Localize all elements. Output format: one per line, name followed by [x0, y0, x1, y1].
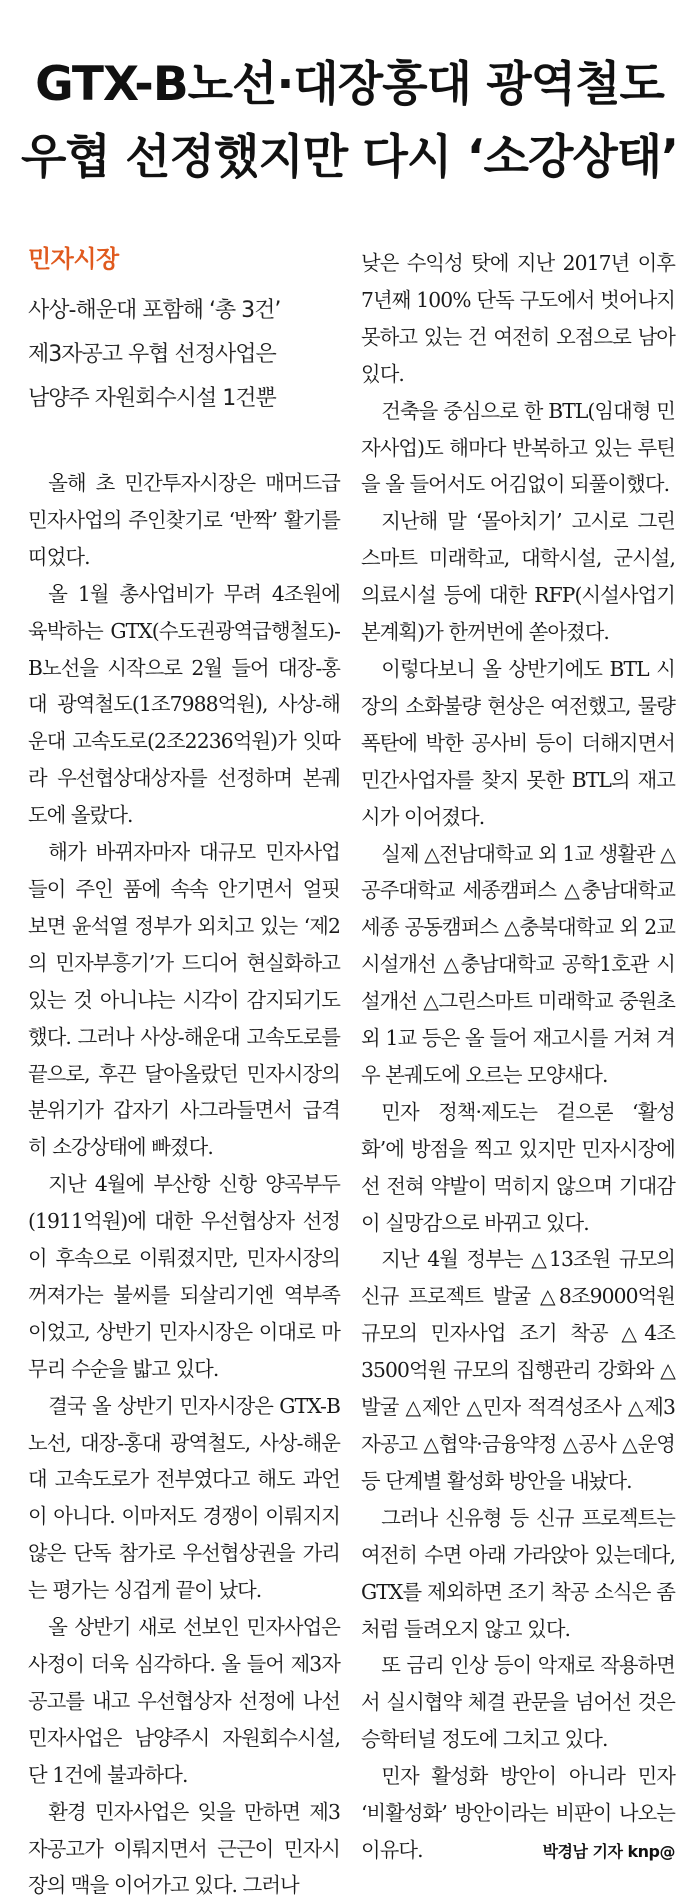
headline [0, 48, 699, 194]
body-paragraph: 지난 4월에 부산항 신항 양곡부두(1911억원)에 대한 우선협상자 선정이 후속으로 이뤄졌지만, 민자시장의 꺼져가는 불씨를 되살리기엔 역부족이었고, 상반기 민자시장은 이대로 마무리 수순을 밟고 있다. [28, 1172, 340, 1381]
body-paragraph: 환경 민자사업은 잊을 만하면 제3자공고가 이뤄지면서 근근이 민자시장의 맥을 이어가고 있다. 그러나 [28, 1799, 340, 1898]
body-paragraph: 이렇다보니 올 상반기에도 BTL 시장의 소화불량 현상은 여전했고, 물량 폭탄에 박한 공사비 등이 더해지면서 민간사업자를 찾지 못한 BTL의 재고시가 이어졌다. [361, 656, 675, 829]
subheadings [28, 289, 340, 421]
headline-line-2: 우협 선정했지만 다시 ‘소강상태’ [20, 130, 679, 185]
body-paragraph: 낮은 수익성 탓에 지난 2017년 이후 7년째 100% 단독 구도에서 벗어나지 못하고 있는 건 여전히 오점으로 남아 있다. [361, 251, 675, 386]
article-column-left [28, 243, 340, 1904]
subheading: 제3자공고 우협 선정사업은 [28, 342, 276, 367]
headline-line-1: GTX-B노선·대장홍대 광역철도 [35, 57, 664, 112]
body-paragraph: 지난 4월 정부는 △13조원 규모의 신규 프로젝트 발굴 △8조9000억원 규모의 민자사업 조기 착공 △4조3500억원 규모의 집행관리 강화와 △발굴 △제안 △민자 적격성조사 △제3자공고 △협약·금융약정 △공사 △운영 등 단계별 활성화 방안을 내놨다. [361, 1247, 675, 1493]
body-paragraph: 해가 바뀌자마자 대규모 민자사업들이 주인 품에 속속 안기면서 얼핏 보면 윤석열 정부가 외치고 있는 ‘제2의 민자부흥기’가 드디어 현실화하고 있는 것 아니냐는 시각이 감지되기도 했다. 그러나 사상-해운대 고속도로를 끝으로, 후끈 달아올랐던 민자시장의 분위기가 갑자기 사그라들면서 급격히 소강상태에 빠졌다. [28, 840, 340, 1160]
body-paragraph: 건축을 중심으로 한 BTL(임대형 민자사업)도 해마다 반복하고 있는 루틴을 올 들어서도 어김없이 되풀이했다. [361, 398, 675, 497]
body-paragraph: 올 상반기 새로 선보인 민자사업은 사정이 더욱 심각하다. 올 들어 제3자공고를 내고 우선협상자 선정에 나선 민자사업은 남양주시 자원회수시설, 단 1건에 불과하다. [28, 1615, 340, 1787]
body-paragraph: 민자 정책·제도는 겉으론 ‘활성화’에 방점을 찍고 있지만 민자시장에선 전혀 약발이 먹히지 않으며 기대감이 실망감으로 바뀌고 있다. [361, 1099, 675, 1235]
body-paragraph: 그러나 신유형 등 신규 프로젝트는 여전히 수면 아래 가라앉아 있는데다, GTX를 제외하면 조기 착공 소식은 좀처럼 들려오지 않고 있다. [361, 1505, 675, 1641]
last-paragraph-text: 민자 활성화 방안이 아니라 민자 ‘비활성화’ 방안이라는 비판이 나오는 이유다. [361, 1764, 675, 1862]
body-paragraph-last [361, 1758, 675, 1869]
body-paragraph: 또 금리 인상 등이 악재로 작용하면서 실시협약 체결 관문을 넘어선 것은 승학터널 정도에 그치고 있다. [361, 1653, 675, 1752]
body-paragraph: 지난해 말 ‘몰아치기’ 고시로 그린스마트 미래학교, 대학시설, 군시설, 의료시설 등에 대한 RFP(시설사업기본계획)가 한꺼번에 쏟아졌다. [361, 509, 675, 645]
body-paragraph: 올해 초 민간투자시장은 매머드급 민자사업의 주인찾기로 ‘반짝’ 활기를 띠었다. [28, 471, 340, 569]
body-paragraph: 실제 △전남대학교 외 1교 생활관 △공주대학교 세종캠퍼스 △충남대학교 세종 공동캠퍼스 △충북대학교 외 2교 시설개선 △충남대학교 공학1호관 시설개선 △그린스마트 미래학교 중원초 외 1교 등은 올 들어 재고시를 거쳐 겨우 본궤도에 오르는 모양새다. [361, 841, 675, 1087]
subheading: 사상-해운대 포함해 ‘총 3건’ [28, 298, 281, 323]
body-paragraph: 결국 올 상반기 민자시장은 GTX-B노선, 대장-홍대 광역철도, 사상-해운대 고속도로가 전부였다고 해도 과언이 아니다. 이마저도 경쟁이 이뤄지지 않은 단독 참가로 우선협상권을 가리는 평가는 싱겁게 끝이 났다. [28, 1393, 340, 1603]
article-column-right [361, 245, 675, 1871]
section-kicker: 민자시장 [28, 245, 119, 273]
body-paragraph: 올 1월 총사업비가 무려 4조원에 육박하는 GTX(수도권광역급행철도)-B노선을 시작으로 2월 들어 대장-홍대 광역철도(1조7988억원), 사상-해운대 고속도로(2조2236억원)가 잇따라 우선협상대상자를 선정하며 본궤도에 올랐다. [28, 581, 340, 828]
byline: 박경남 기자 knp@ [542, 1841, 675, 1861]
subheading: 남양주 자원회수시설 1건뿐 [28, 386, 276, 411]
